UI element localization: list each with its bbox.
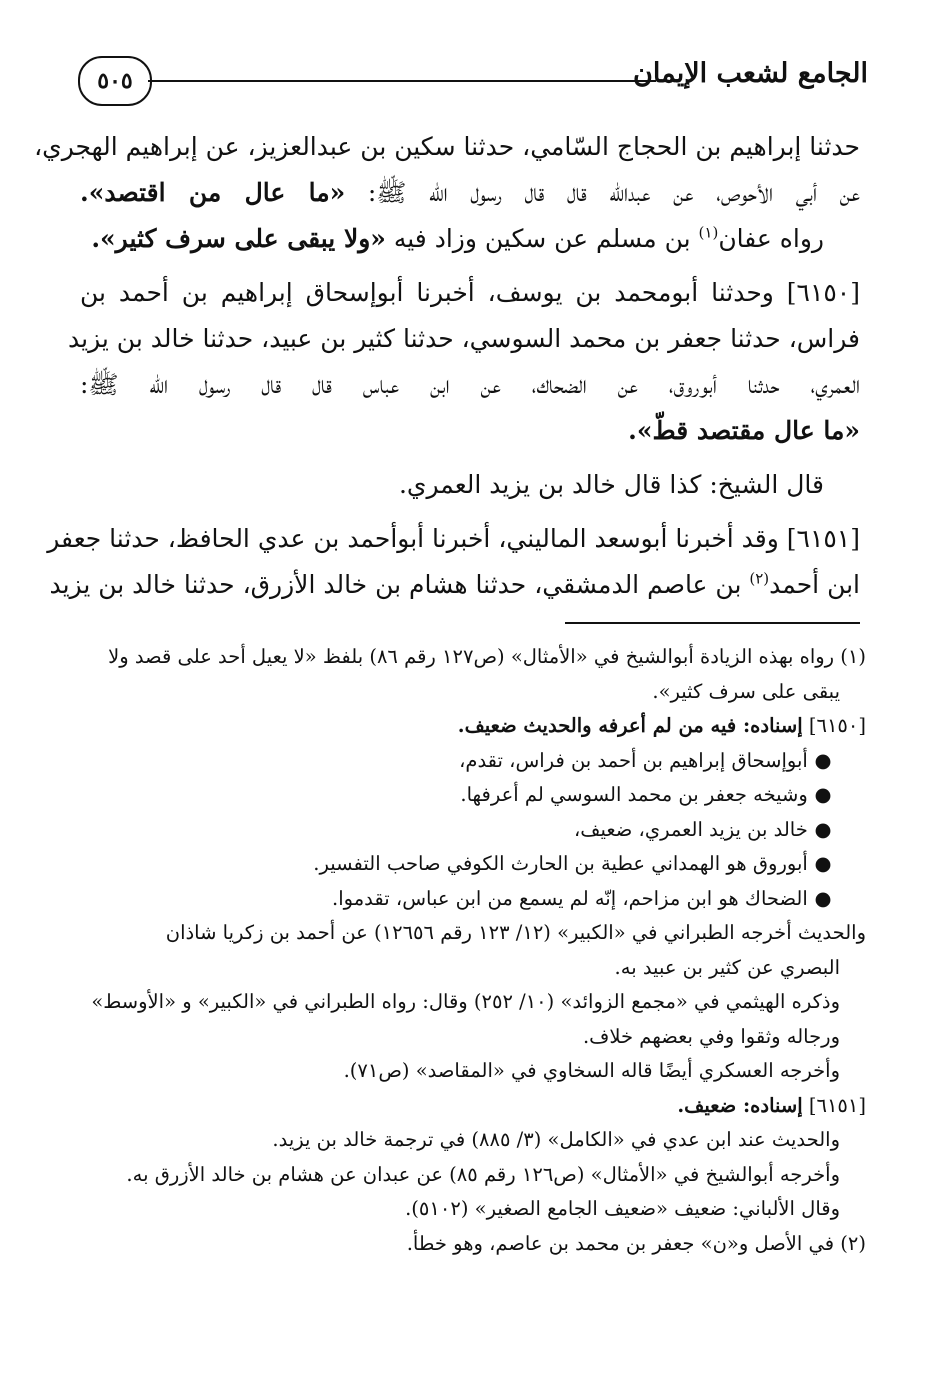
bullet-text: أبوإسحاق إبراهيم بن أحمد بن فراس، تقدم، [459,748,808,772]
text-span: ابن أحمد [769,570,860,599]
bullet-icon: ● [814,817,832,841]
text-line [80,170,860,216]
footnote-ref-2[interactable]: (٢) [749,569,770,588]
text-line [80,216,860,262]
bullet-icon: ● [814,783,832,806]
hadith-text: «ما عال من اقتصد». [80,178,346,207]
footnote-line: وقال الألباني: ضعيف «ضعيف الجامع الصغير» (٥١٠٢). [405,1197,840,1220]
text-line: [٦١٥٠] وحدثنا أبومحمد بن يوسف، أخبرنا أبوإسحاق إبراهيم بن أحمد بن [80,278,860,307]
bullet-item [74,744,866,779]
main-text [34,124,861,608]
bullet-icon: ● [814,886,832,910]
footnote-line: (١) رواه بهذه الزيادة أبوالشيخ في «الأمثال» (ص١٢٧ رقم ٨٦) بلفظ «لا يعيل أحد على قصد ولا [108,645,866,668]
text-line: فراس، حدثنا جعفر بن محمد السوسي، حدثنا كثير بن عبيد، حدثنا خالد بن يزيد [68,324,860,353]
footnote-line [74,709,866,744]
bullet-text: أبوروق هو الهمداني عطية بن الحارث الكوفي صاحب التفسير. [313,852,808,875]
text-span: عن أبي الأحوص، عن عبدالله قال قال رسول الله ﷺ: [345,178,861,207]
footnote-line: يبقى على سرف كثير». [652,679,840,703]
footnote-line: البصري عن كثير بن عبيد به. [614,955,840,979]
text-line: قال الشيخ: كذا قال خالد بن يزيد العمري. [398,470,824,499]
text-span: بن مسلم عن سكين وزاد فيه [385,224,699,253]
bullet-text: وشيخه جعفر بن محمد السوسي لم أعرفها. [460,783,808,806]
hadith-text: «ولا يبقى على سرف كثير». [91,224,386,253]
bullet-item [74,882,866,917]
hadith-text: «ما عال مقتصد قطّ». [628,416,860,445]
bullet-item [74,778,866,813]
text-line: حدثنا إبراهيم بن الحجاج السّامي، حدثنا سكين بن عبدالعزيز، عن إبراهيم الهجري، [34,132,860,161]
footnote-line: وذكره الهيثمي في «مجمع الزوائد» (١٠/ ٢٥٢) وقال: رواه الطبراني في «الكبير» و «الأوسط» [91,990,840,1013]
text-line: العمري، حدثنا أبوروق، عن الضحاك، عن ابن عباس قال قال رسول الله ﷺ: [80,370,860,399]
bullet-icon: ● [814,852,832,875]
page-header [78,50,868,110]
ref-number: [٦١٥١] [802,1093,866,1117]
isnad-verdict: إسناده: ضعيف. [677,1093,803,1117]
running-title: الجامع لشعب الإيمان [633,58,868,89]
footnote-line: وأخرجه العسكري أيضًا قاله السخاوي في «المقاصد» (ص٧١). [343,1059,840,1082]
footnote-line: (٢) في الأصل و«ن» جعفر بن محمد بن عاصم، وهو خطأ. [406,1231,866,1255]
text-line [49,562,860,608]
page-number: ٥٠٥ [78,56,152,106]
bullet-item [74,813,866,848]
footnote-line: والحديث أخرجه الطبراني في «الكبير» (١٢/ ١٢٣ رقم ١٢٦٥٦) عن أحمد بن زكريا شاذان [165,921,866,944]
footnote-ref-1[interactable]: (١) [698,223,719,242]
footnote-divider [565,622,860,624]
isnad-verdict: إسناده: فيه من لم أعرفه والحديث ضعيف. [457,714,803,737]
footnote-line: وأخرجه أبوالشيخ في «الأمثال» (ص١٢٦ رقم ٨٥) عن عبدان عن هشام بن خالد الأزرق به. [126,1162,840,1186]
footnote-line: والحديث عند ابن عدي في «الكامل» (٣/ ٨٨٥) في ترجمة خالد بن يزيد. [272,1128,840,1151]
text-line: [٦١٥١] وقد أخبرنا أبوسعد الماليني، أخبرنا أبوأحمد بن عدي الحافظ، حدثنا جعفر [47,524,860,553]
footnote-line: ورجاله وثقوا وفي بعضهم خلاف. [582,1024,840,1048]
ref-number: [٦١٥٠] [802,714,866,737]
header-rule [148,80,656,82]
bullet-text: الضحاك هو ابن مزاحم، إنّه لم يسمع من ابن عباس، تقدموا. [332,886,808,910]
bullet-icon: ● [814,748,832,772]
text-span: بن عاصم الدمشقي، حدثنا هشام بن خالد الأزرق، حدثنا خالد بن يزيد [49,570,750,599]
bullet-item [74,847,866,882]
text-span: رواه عفان [718,224,824,253]
footnote-line [74,1089,866,1124]
footnotes [74,640,866,1261]
bullet-text: خالد بن يزيد العمري، ضعيف، [574,817,808,841]
